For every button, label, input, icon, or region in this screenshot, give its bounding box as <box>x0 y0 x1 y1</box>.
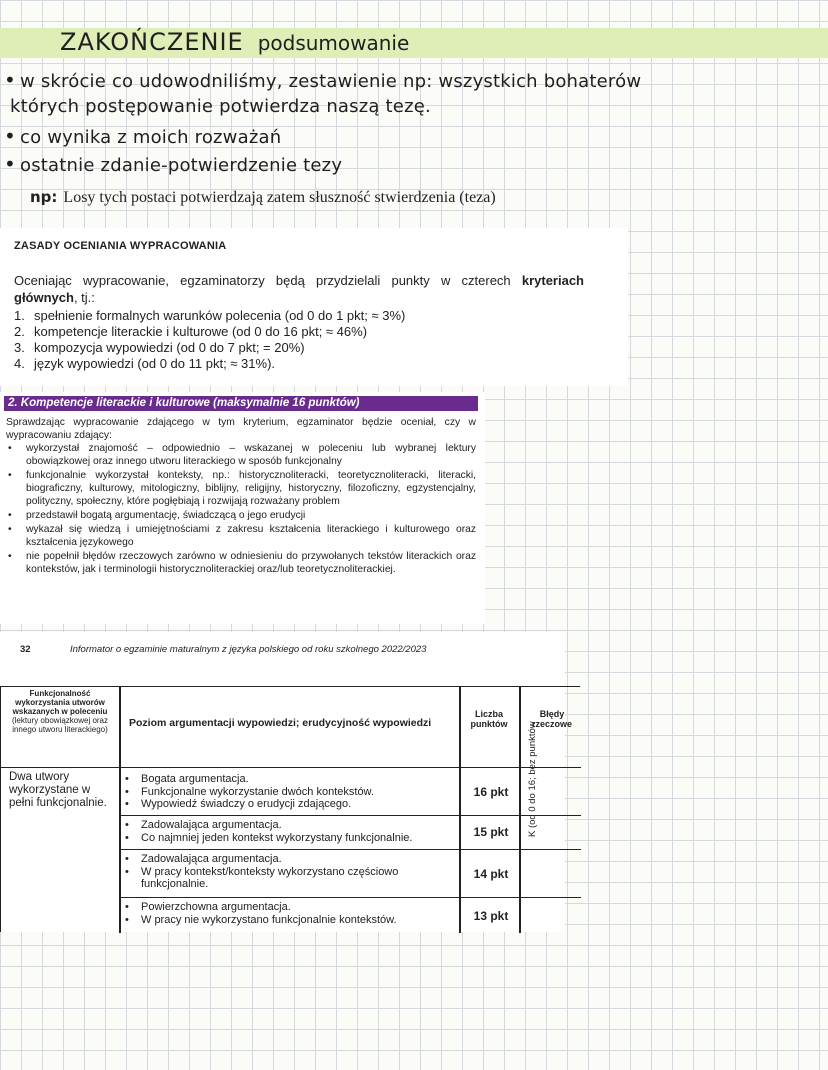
example-text: Losy tych postaci potwierdzają zatem słuszność stwierdzenia (teza) <box>63 189 496 206</box>
points-value: 13 pkt <box>473 909 509 923</box>
errors-note: K (od 0 do 16; bez punktów <box>527 721 538 837</box>
competencies-list <box>6 442 476 577</box>
page-number: 32 <box>20 644 31 655</box>
example-line <box>30 188 496 207</box>
points-value: 16 pkt <box>473 785 509 799</box>
page-header: Informator o egzaminie maturalnym z języka polskiego od roku szkolnego 2022/2023 <box>70 644 427 655</box>
intro-text: Oceniając wypracowanie, egzaminatorzy będą przydzielali punkty w czterech <box>14 273 522 288</box>
note-text-3: ostatnie zdanie-potwierdzenie tezy <box>20 155 343 176</box>
note-line-1 <box>4 68 641 92</box>
bullet-icon: • <box>4 68 16 92</box>
table-divider <box>119 849 581 850</box>
column-header-argumentation: Poziom argumentacji wypowiedzi; erudycyjność wypowiedzi <box>129 717 432 729</box>
list-item: • wykorzystał znajomość – odpowiednio – wskazanej w poleceniu lub wybranej lektury obowiązkowej oraz innego utworu literackiego w sposób funkcjonalny <box>8 443 476 467</box>
list-item: 3. kompozycja wypowiedzi (od 0 do 7 pkt; = 20%) <box>14 340 305 355</box>
bullet-icon: • <box>8 510 12 521</box>
bullet-icon: • <box>8 524 12 535</box>
table-row: • Powierzchowna argumentacja. • W pracy nie wykorzystano funkcjonalnie kontekstów. <box>121 901 451 926</box>
bullet-icon: • <box>4 124 16 148</box>
table-divider <box>119 815 581 816</box>
note-title <box>60 28 409 56</box>
bullet-icon: • <box>8 470 12 481</box>
table-row: • Zadowalająca argumentacja. • W pracy kontekst/konteksty wykorzystano częściowo funkcjonalnie. <box>121 853 451 891</box>
bullet-icon: • <box>8 443 12 454</box>
card-intro <box>14 272 584 306</box>
note-line-1b: których postępowanie potwierdza naszą tezę. <box>10 96 431 117</box>
bullet-icon: • <box>4 152 16 176</box>
table-row: • Zadowalająca argumentacja. • Co najmniej jeden kontekst wykorzystany funkcjonalnie. <box>121 819 451 844</box>
intro-end: , tj.: <box>73 290 95 305</box>
section-header: 2. Kompetencje literackie i kulturowe (maksymalnie 16 punktów) <box>4 396 478 411</box>
note-title-sub: podsumowanie <box>257 31 410 55</box>
list-item: • nie popełnił błędów rzeczowych zarówno w odniesieniu do przywołanych tekstów literackich oraz kontekstów, jak i terminologii historycznoliterackiej oraz/lub teoretycznoliterackiej. <box>8 551 476 575</box>
example-prefix: np: <box>30 188 58 206</box>
table-divider <box>119 897 581 898</box>
section-intro: Sprawdzając wypracowanie zdającego w tym kryterium, egzaminator będzie oceniał, czy w wypracowaniu zdający: <box>6 417 476 441</box>
list-item: 1. spełnienie formalnych warunków polecenia (od 0 do 1 pkt; ≈ 3%) <box>14 308 406 323</box>
note-title-main: ZAKOŃCZENIE <box>60 28 244 56</box>
note-text-1: w skrócie co udowodniliśmy, zestawienie np: wszystkich bohaterów <box>20 71 642 92</box>
list-item: 2. kompetencje literackie i kulturowe (od 0 do 16 pkt; ≈ 46%) <box>14 324 368 339</box>
list-item: • wykazał się wiedzą i umiejętnościami z zakresu kształcenia literackiego i kulturowego oraz kształcenia językowego <box>8 524 476 548</box>
points-value: 14 pkt <box>473 867 509 881</box>
list-item: • funkcjonalnie wykorzystał konteksty, np.: historycznoliteracki, teoretycznoliteracki, literacki, biograficzny, kulturowy, mitologiczny, biblijny, religijny, historyczny, filozoficzny, egzystencjalny, polityczny, społeczny, które pogłębiają i rozwijają rozważany problem <box>8 470 476 507</box>
rubric-card <box>0 632 573 932</box>
competencies-card <box>0 392 485 624</box>
table-divider <box>1 767 581 768</box>
intro-bold: kryteriach głównych <box>14 273 584 305</box>
note-text-2: co wynika z moich rozważań <box>20 127 282 148</box>
row-label: Dwa utwory wykorzystane w pełni funkcjonalnie. <box>9 771 107 809</box>
card-title: ZASADY OCENIANIA WYPRACOWANIA <box>14 240 227 252</box>
column-header-errors: Błędy rzeczowe <box>531 709 573 729</box>
list-item: 4. język wypowiedzi (od 0 do 11 pkt; ≈ 31%). <box>14 356 276 371</box>
note-line-3 <box>4 152 342 176</box>
column-header-functionality: Funkcjonalność wykorzystania utworów wskazanych w poleceniu (lektury obowiązkowej oraz innego utworu literackiego) <box>11 689 109 734</box>
grading-rules-card <box>0 228 628 386</box>
list-item: • przedstawił bogatą argumentację, świadczącą o jego erudycji <box>8 510 306 521</box>
rubric-table <box>0 686 580 932</box>
note-line-2 <box>4 124 281 148</box>
points-value: 15 pkt <box>473 825 509 839</box>
bullet-icon: • <box>8 551 12 562</box>
criteria-list <box>14 308 405 372</box>
column-header-points: Liczba punktów <box>470 709 508 729</box>
table-row: • Bogata argumentacja. • Funkcjonalne wykorzystanie dwóch kontekstów. • Wypowiedź świadczy o erudycji zdającego. <box>121 773 451 811</box>
